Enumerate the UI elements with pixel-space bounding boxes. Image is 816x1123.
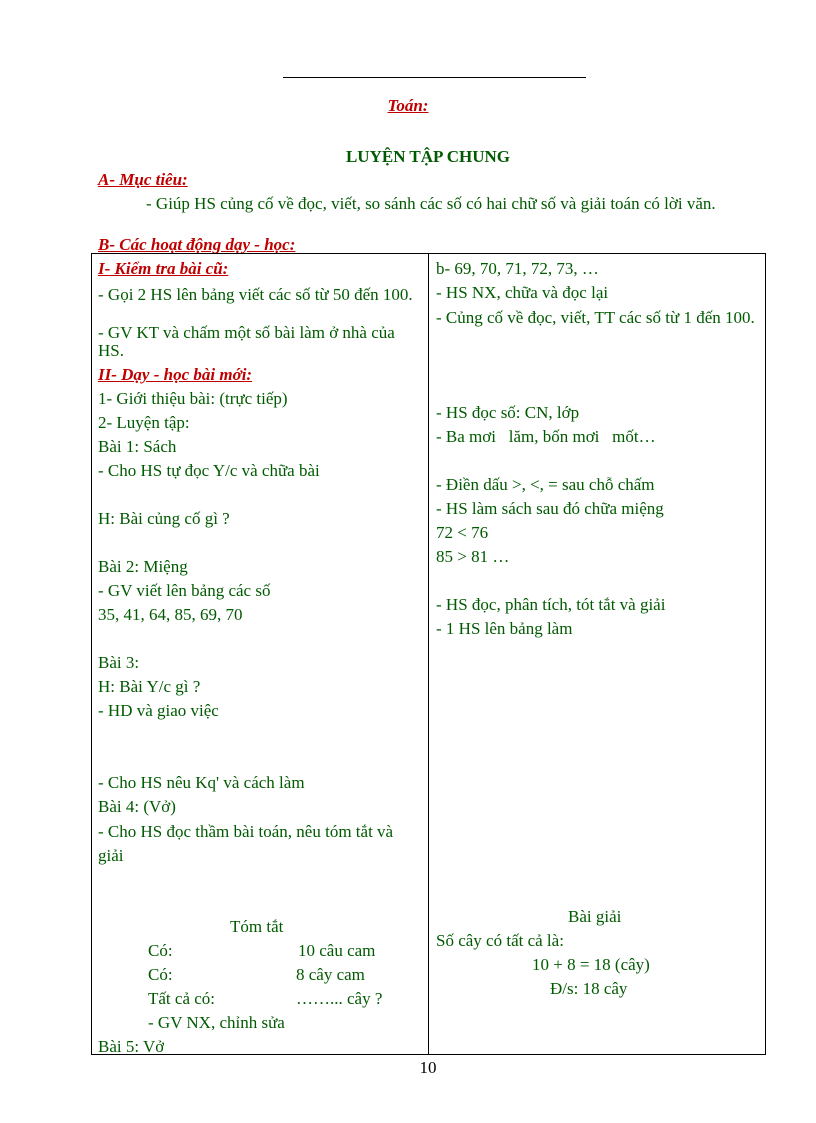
lesson-title: LUYỆN TẬP CHUNG (345, 147, 511, 166)
table-column-divider (428, 253, 429, 1055)
left-line: - GV KT và chấm một số bài làm ở nhà của HS. (98, 323, 395, 360)
summary-value: ……... cây ? (296, 989, 383, 1008)
left-line: 35, 41, 64, 85, 69, 70 (98, 605, 243, 624)
summary-title: Tóm tắt (230, 917, 284, 936)
activities-heading: B- Các hoạt động dạy - học: (98, 235, 296, 254)
left-line: - Gọi 2 HS lên bảng viết các số từ 50 đến 100. (98, 285, 413, 304)
summary-label: Có: (148, 941, 173, 960)
left-heading-new-lesson: II- Dạy - học bài mới: (98, 365, 253, 384)
right-line: - Củng cố về đọc, viết, TT các số từ 1 đến 100. (436, 308, 755, 327)
objective-heading: A- Mục tiêu: (98, 170, 188, 189)
page-number: 10 (419, 1058, 437, 1077)
left-heading-review: I- Kiểm tra bài cũ: (98, 259, 229, 278)
right-line: - HS đọc số: CN, lớp (436, 403, 580, 422)
right-line: 85 > 81 … (436, 547, 510, 566)
summary-label: Có: (148, 965, 173, 984)
objective-text: - Giúp HS củng cố về đọc, viết, so sánh các số có hai chữ số và giải toán có lời văn. (146, 194, 716, 213)
right-line: - Điền dấu >, <, = sau chỗ chấm (436, 475, 655, 494)
left-line: - GV viết lên bảng các số (98, 581, 271, 600)
left-line: - Cho HS nêu Kq' và cách làm (98, 773, 305, 792)
right-line: - HS làm sách sau đó chữa miệng (436, 499, 664, 518)
solution-line: 10 + 8 = 18 (cây) (532, 955, 650, 974)
left-line: - GV NX, chỉnh sửa (148, 1013, 285, 1032)
left-line: - HD và giao việc (98, 701, 219, 720)
solution-line: Số cây có tất cả là: (436, 931, 564, 950)
subject-heading: Toán: (387, 96, 429, 115)
summary-value: 10 câu cam (298, 941, 376, 960)
left-line: 1- Giới thiệu bài: (trực tiếp) (98, 389, 288, 408)
left-line: - Cho HS đọc thầm bài toán, nêu tóm tắt và giải (98, 822, 394, 865)
summary-value: 8 cây cam (296, 965, 365, 984)
solution-answer: Đ/s: 18 cây (550, 979, 628, 998)
left-line: Bài 1: Sách (98, 437, 177, 456)
left-line: Bài 5: Vở (98, 1037, 165, 1054)
right-line: - HS NX, chữa và đọc lại (436, 283, 609, 302)
left-line: 2- Luyện tập: (98, 413, 190, 432)
right-line: - 1 HS lên bảng làm (436, 619, 573, 638)
right-line: b- 69, 70, 71, 72, 73, … (436, 259, 599, 278)
left-line: H: Bài củng cố gì ? (98, 509, 230, 528)
left-line: Bài 4: (Vở) (98, 797, 176, 816)
left-line: Bài 3: (98, 653, 140, 672)
top-rule (283, 77, 586, 78)
left-line: - Cho HS tự đọc Y/c và chữa bài (98, 461, 320, 480)
right-line: - HS đọc, phân tích, tót tắt và giải (436, 595, 666, 614)
solution-title: Bài giải (568, 907, 622, 926)
left-line: Bài 2: Miệng (98, 557, 188, 576)
right-line: - Ba mơi lăm, bốn mơi mốt… (436, 427, 656, 446)
right-line: 72 < 76 (436, 523, 489, 542)
left-line: H: Bài Y/c gì ? (98, 677, 201, 696)
summary-label: Tất cả có: (148, 989, 216, 1008)
